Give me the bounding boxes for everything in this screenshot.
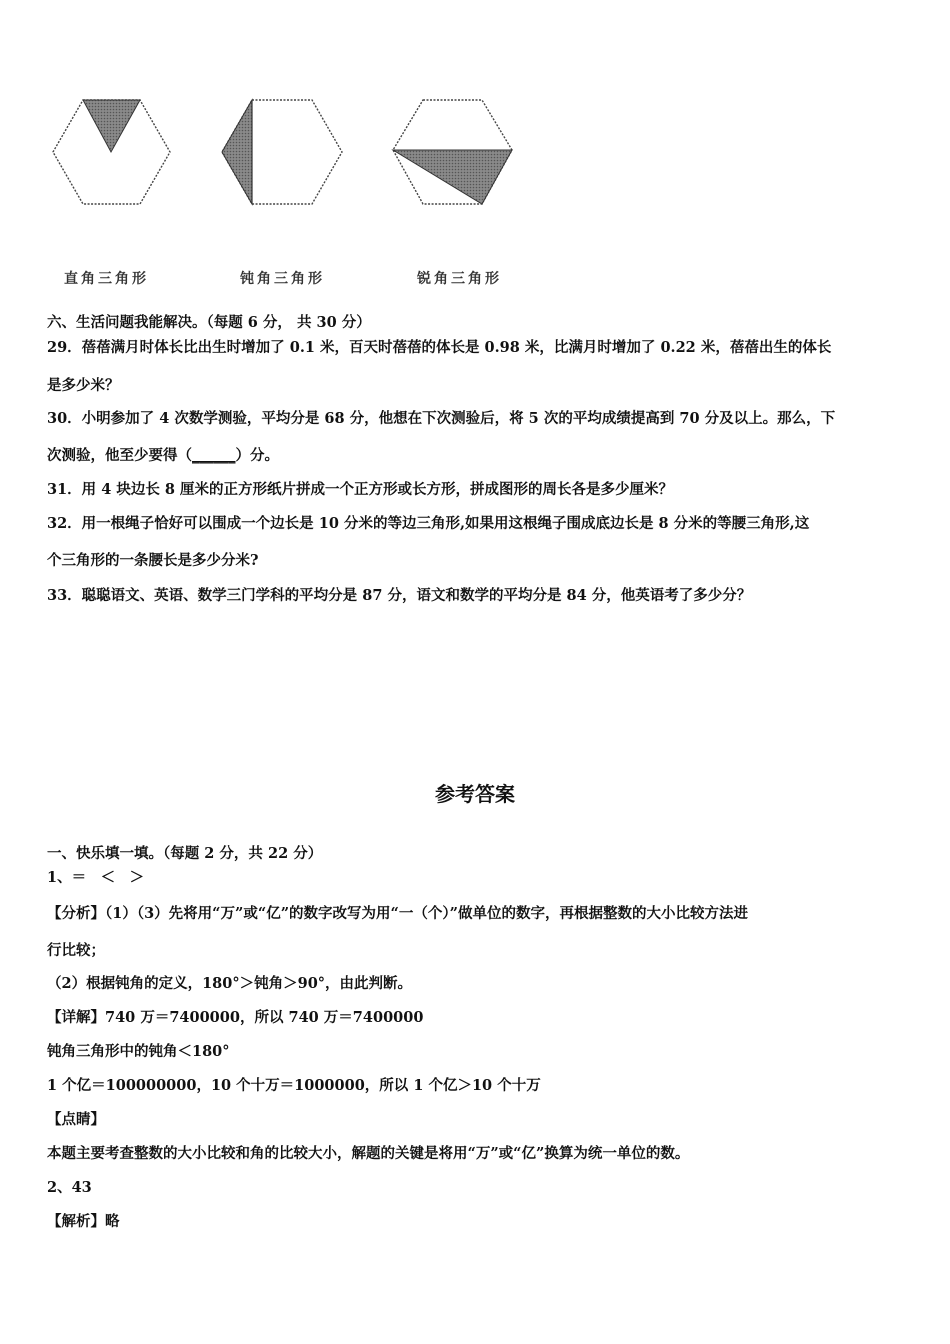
- section-6-heading: 六、生活问题我能解决。（每题 6 分， 共 30 分）: [47, 314, 371, 331]
- question-33: 33．聪聪语文、英语、数学三门学科的平均分是 87 分，语文和数学的平均分是 84 分，他英语考了多少分？: [47, 587, 752, 604]
- caption-right-triangle: 直角三角形: [64, 271, 149, 287]
- hexagon-figure: [40, 90, 560, 305]
- answer-2-analysis: 【解析】略: [47, 1213, 120, 1230]
- answers-title: 参考答案: [435, 782, 515, 806]
- detail-line-1: 【详解】740 万＝7400000，所以 740 万＝7400000: [47, 1009, 424, 1026]
- analysis-line-2: 行比较；: [47, 942, 105, 959]
- question-30-prefix: 次测验，他至少要得（: [47, 447, 192, 464]
- hexagon-obtuse-triangle: [222, 100, 342, 204]
- question-32-line-1: 32．用一根绳子恰好可以围成一个边长是 10 分米的等边三角形,如果用这根绳子围成底边长是 8 分米的等腰三角形,这: [47, 515, 810, 532]
- question-30-suffix: ）分。: [235, 447, 279, 464]
- comment-label: 【点睛】: [47, 1111, 105, 1128]
- hexagon-diagrams: [40, 90, 560, 260]
- question-29-line-1: 29．蓓蓓满月时体长比出生时增加了 0.1 米，百天时蓓蓓的体长是 0.98 米，比满月时增加了 0.22 米，蓓蓓出生的体长: [47, 339, 832, 356]
- hexagon-acute-triangle: [393, 100, 512, 204]
- question-29-line-2: 是多少米？: [47, 377, 120, 394]
- caption-obtuse-triangle: 钝角三角形: [240, 271, 325, 287]
- question-31: 31．用 4 块边长 8 厘米的正方形纸片拼成一个正方形或长方形，拼成图形的周长各是多少厘米？: [47, 481, 674, 498]
- question-32-line-2: 个三角形的一条腰长是多少分米?: [47, 552, 259, 569]
- analysis-line-1: 【分析】（1）（3）先将用“万”或“亿”的数字改写为用“一（个）”做单位的数字，再根据整数的大小比较方法进: [47, 905, 748, 922]
- detail-line-2: 钝角三角形中的钝角＜180°: [47, 1043, 230, 1060]
- answer-1: 1、＝ ＜ ＞: [47, 869, 145, 886]
- caption-acute-triangle: 锐角三角形: [417, 271, 502, 287]
- hexagon-right-triangle: [53, 100, 170, 204]
- question-30-line-1: 30．小明参加了 4 次数学测验，平均分是 68 分，他想在下次测验后，将 5 次的平均成绩提高到 70 分及以上。那么，下: [47, 410, 836, 427]
- analysis-line-3: （2）根据钝角的定义，180°＞钝角＞90°，由此判断。: [47, 975, 413, 992]
- question-30-line-2: [47, 444, 910, 465]
- answer-blank: ______: [192, 447, 236, 464]
- detail-line-3: 1 个亿＝100000000，10 个十万＝1000000，所以 1 个亿＞10 个十万: [47, 1077, 541, 1094]
- answer-2: 2、43: [47, 1179, 92, 1196]
- answers-section-1-heading: 一、快乐填一填。（每题 2 分，共 22 分）: [47, 845, 323, 862]
- comment-text: 本题主要考查整数的大小比较和角的比较大小，解题的关键是将用“万”或“亿”换算为统一单位的数。: [47, 1145, 690, 1162]
